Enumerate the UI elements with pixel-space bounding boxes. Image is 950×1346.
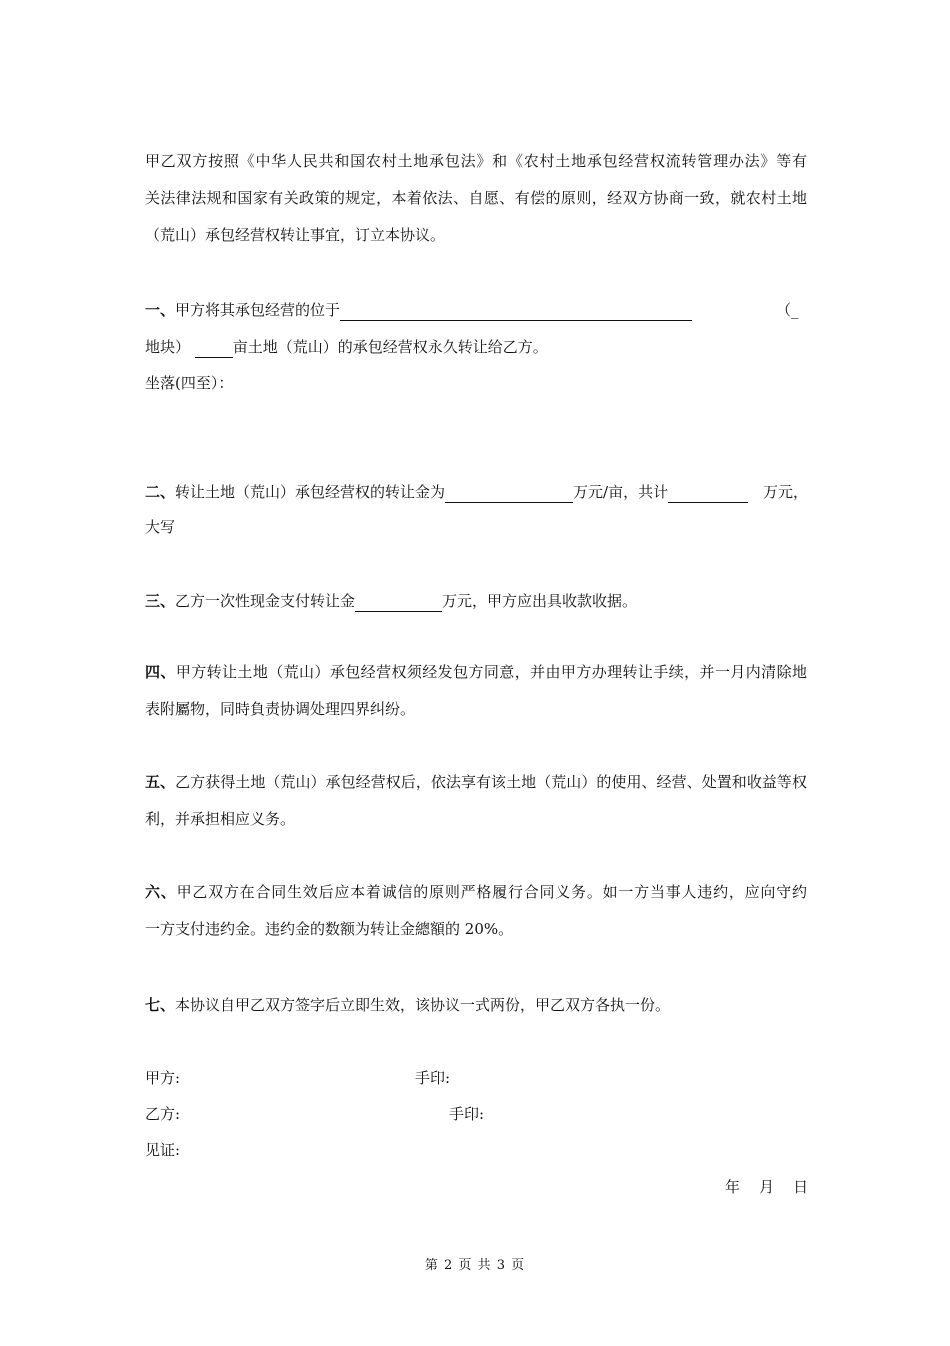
page-footer: 第 2 页 共 3 页 (424, 1258, 526, 1273)
intro-paragraph (145, 143, 807, 254)
price-per-mu-blank (445, 482, 573, 503)
party-a-label: 甲方: (145, 1069, 181, 1087)
clause-6-line-2: 一方支付违约金。违约金的数额为转让金總額的 20%。 (145, 920, 514, 938)
party-b-seal-label: 手印: (449, 1105, 485, 1123)
clause-number: 四、 (145, 663, 176, 681)
clause-4 (145, 654, 807, 728)
clause-number: 六、 (145, 883, 177, 901)
payment-blank (355, 591, 442, 612)
witness-label: 见证: (145, 1141, 181, 1159)
clause-text: 乙方一次性现金支付转让金 (175, 592, 356, 610)
clause-2-unit: 万元， (763, 483, 809, 501)
clause-5-line-2: 利，并承担相应义务。 (145, 810, 296, 828)
clause-number: 三、 (145, 592, 176, 610)
clause-text: 亩土地（荒山）的承包经营权永久转让给乙方。 (232, 338, 548, 356)
clause-text: 本协议自甲乙双方签字后立即生效，该协议一式两份，甲乙双方各执一份。 (175, 996, 671, 1014)
party-a-seal-label: 手印: (415, 1069, 451, 1087)
area-blank (195, 337, 233, 358)
clause-1-parcel-open: （_ (776, 301, 799, 319)
clause-text: 转让土地（荒山）承包经营权的转让金为 (175, 483, 446, 501)
date-line: 年 月 日 (725, 1178, 809, 1196)
clause-2-line-2: 大写 (145, 518, 176, 536)
clause-text: 万元/亩，共计 (573, 483, 669, 501)
clause-number: 五、 (145, 773, 176, 791)
clause-4-line-2: 表附屬物，同時負责协调处理四界纠纷。 (145, 700, 416, 718)
clause-2-line-1 (145, 482, 748, 503)
clause-text: 甲方转让土地（荒山）承包经营权须经发包方同意，并由甲方办理转让手续，并一月内清除地 (175, 663, 807, 681)
clause-1-line-2 (145, 337, 548, 358)
clause-text: 甲方将其承包经营的位于 (175, 301, 341, 319)
clause-text: 乙方获得土地（荒山）承包经营权后，依法享有该土地（荒山）的使用、经营、处置和收益等权 (175, 773, 807, 791)
clause-number: 一、 (145, 301, 176, 319)
clause-7 (145, 995, 670, 1015)
clause-text: 甲乙双方在合同生效后应本着诚信的原则严格履行合同义务。如一方当事人违约，应向守约 (176, 883, 807, 901)
intro-line: 甲乙双方按照《中华人民共和国农村土地承包法》和《农村土地承包经营权流转管理办法》等有 (145, 152, 807, 170)
clause-4-line-1 (145, 654, 807, 691)
party-b-label: 乙方: (145, 1105, 181, 1123)
clause-text: 地块） (145, 338, 191, 356)
clause-5 (145, 764, 807, 838)
clause-text: 万元，甲方应出具收款收据。 (442, 592, 638, 610)
clause-6 (145, 874, 807, 948)
intro-line: （荒山）承包经营权转让事宜，订立本协议。 (145, 226, 446, 244)
clause-1-line-1 (145, 300, 692, 321)
clause-number: 二、 (145, 483, 176, 501)
clause-6-line-1 (145, 874, 807, 911)
location-blank (340, 300, 692, 321)
intro-line: 关法律法规和国家有关政策的规定，本着依法、自愿、有偿的原则，经双方协商一致，就农村土地 (145, 189, 807, 207)
clause-number: 七、 (145, 996, 176, 1014)
clause-1-location: 坐落(四至）： (145, 374, 234, 392)
total-price-blank (668, 482, 748, 503)
clause-5-line-1 (145, 764, 807, 801)
clause-3 (145, 591, 637, 612)
